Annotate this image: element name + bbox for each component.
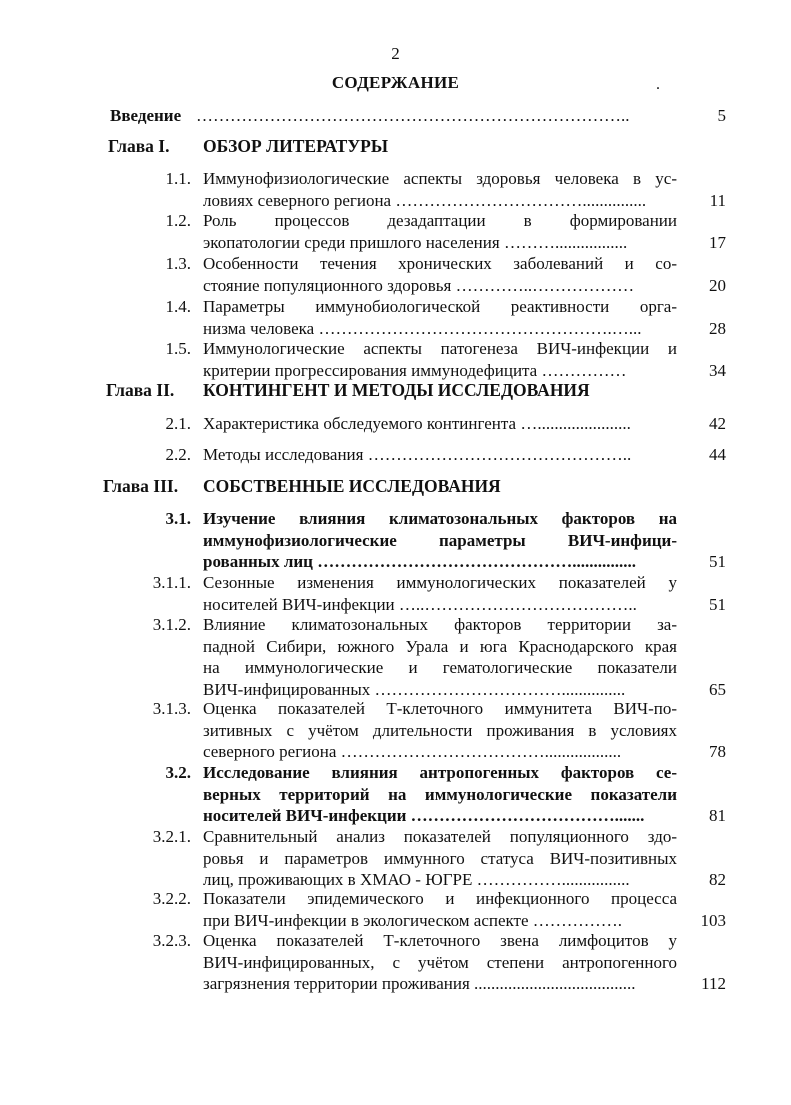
page-number: 2 (391, 44, 400, 63)
entry-number: 3.2.2. (152, 889, 191, 908)
intro-label: Введение (110, 106, 182, 125)
entry-page: 17 (709, 232, 726, 252)
entry-number: 1.1. (165, 169, 191, 188)
entry-page: 51 (709, 594, 726, 614)
entry-title: Влияние климатозональных факторов территории за- падной Сибири, южного Урала и юга Краснодарского края на иммунологические и гематологические показатели ВИЧ-инфицированных ……………………………............... (203, 615, 677, 699)
entry-title: Исследование влияния антропогенных факторов се- верных территорий на иммунологические показатели носителей ВИЧ-инфекции ………………………………....... (203, 763, 677, 825)
entry-number: 1.2. (165, 211, 191, 230)
entry-page: 103 (700, 910, 726, 930)
entry-number: 1.3. (165, 254, 191, 273)
chapter-label: Глава I. (108, 136, 170, 156)
entry-title: Иммунофизиологические аспекты здоровья человека в ус- ловиях северного региона ……………………………............... (203, 169, 677, 210)
entry-title: Оценка показателей Т-клеточного звена лимфоцитов у ВИЧ-инфицированных, с учётом степени антропогенного загрязнения территории проживания ...................................... (203, 931, 677, 993)
entry-number: 3.1.1. (152, 573, 191, 592)
entry-page: 82 (709, 870, 726, 889)
entry-title: Методы исследования ……………………………………….. (203, 445, 632, 464)
chapter-label: Глава II. (106, 380, 175, 400)
intro-leader (196, 105, 677, 127)
stray-mark: . (656, 76, 660, 93)
entry-page: 42 (709, 414, 726, 433)
entry-page: 112 (701, 974, 726, 993)
entry-number: 1.5. (165, 339, 191, 358)
dot-leader: ………………………………………………………………….. (196, 106, 630, 125)
toc-title: СОДЕРЖАНИЕ (331, 73, 460, 92)
entry-number: 1.4. (165, 297, 191, 316)
entry-page: 34 (709, 360, 726, 380)
entry-page: 44 (709, 445, 726, 464)
entry-page: 11 (709, 190, 726, 210)
entry-title: Параметры иммунобиологической реактивности орга- низма человека …………………………………………….…... (203, 297, 677, 338)
entry-title: Сезонные изменения иммунологических показателей у носителей ВИЧ-инфекции …..……………………………….. (203, 573, 677, 614)
entry-title: Иммунологические аспекты патогенеза ВИЧ-инфекции и критерии прогрессирования иммунодефицита …………… (203, 339, 677, 380)
entry-title: Роль процессов дезадаптации в формировании экопатологии среди пришлого населения ………................. (203, 211, 677, 252)
intro-page: 5 (717, 106, 726, 125)
chapter-label: Глава III. (103, 476, 179, 496)
entry-page: 81 (709, 806, 726, 825)
entry-title: Изучение влияния климатозональных факторов на иммунофизиологические параметры ВИЧ-инфици- рованных лиц ………………………………………............... (203, 509, 677, 571)
chapter-title: КОНТИНГЕНТ И МЕТОДЫ ИССЛЕДОВАНИЯ (203, 380, 590, 400)
entry-page: 20 (709, 275, 726, 295)
entry-title: Особенности течения хронических заболеваний и со- стояние популяционного здоровья …………..……………… (203, 254, 677, 295)
entry-number: 3.2.3. (152, 931, 191, 950)
entry-number: 3.1. (165, 509, 191, 528)
chapter-title: ОБЗОР ЛИТЕРАТУРЫ (203, 136, 389, 156)
entry-title: Характеристика обследуемого контингента …...................... (203, 414, 631, 433)
entry-number: 3.2.1. (152, 827, 191, 846)
entry-title: Показатели эпидемического и инфекционного процесса при ВИЧ-инфекции в экологическом аспекте ……………. (203, 889, 677, 930)
entry-title: Сравнительный анализ показателей популяционного здо- ровья и параметров иммунного статуса ВИЧ-позитивных лиц, проживающих в ХМАО - ЮГРЕ ……………................ (203, 827, 677, 889)
entry-page: 78 (709, 742, 726, 761)
entry-number: 2.2. (165, 445, 191, 464)
chapter-title: СОБСТВЕННЫЕ ИССЛЕДОВАНИЯ (203, 476, 501, 496)
entry-number: 3.1.3. (152, 699, 191, 718)
entry-page: 65 (709, 679, 726, 699)
entry-page: 51 (709, 552, 726, 571)
entry-number: 3.1.2. (152, 615, 191, 634)
entry-number: 3.2. (165, 763, 191, 782)
entry-title: Оценка показателей Т-клеточного иммунитета ВИЧ-по- зитивных с учётом длительности проживания в условиях северного региона ……………………………….................. (203, 699, 677, 761)
entry-number: 2.1. (165, 414, 191, 433)
entry-page: 28 (709, 318, 726, 338)
